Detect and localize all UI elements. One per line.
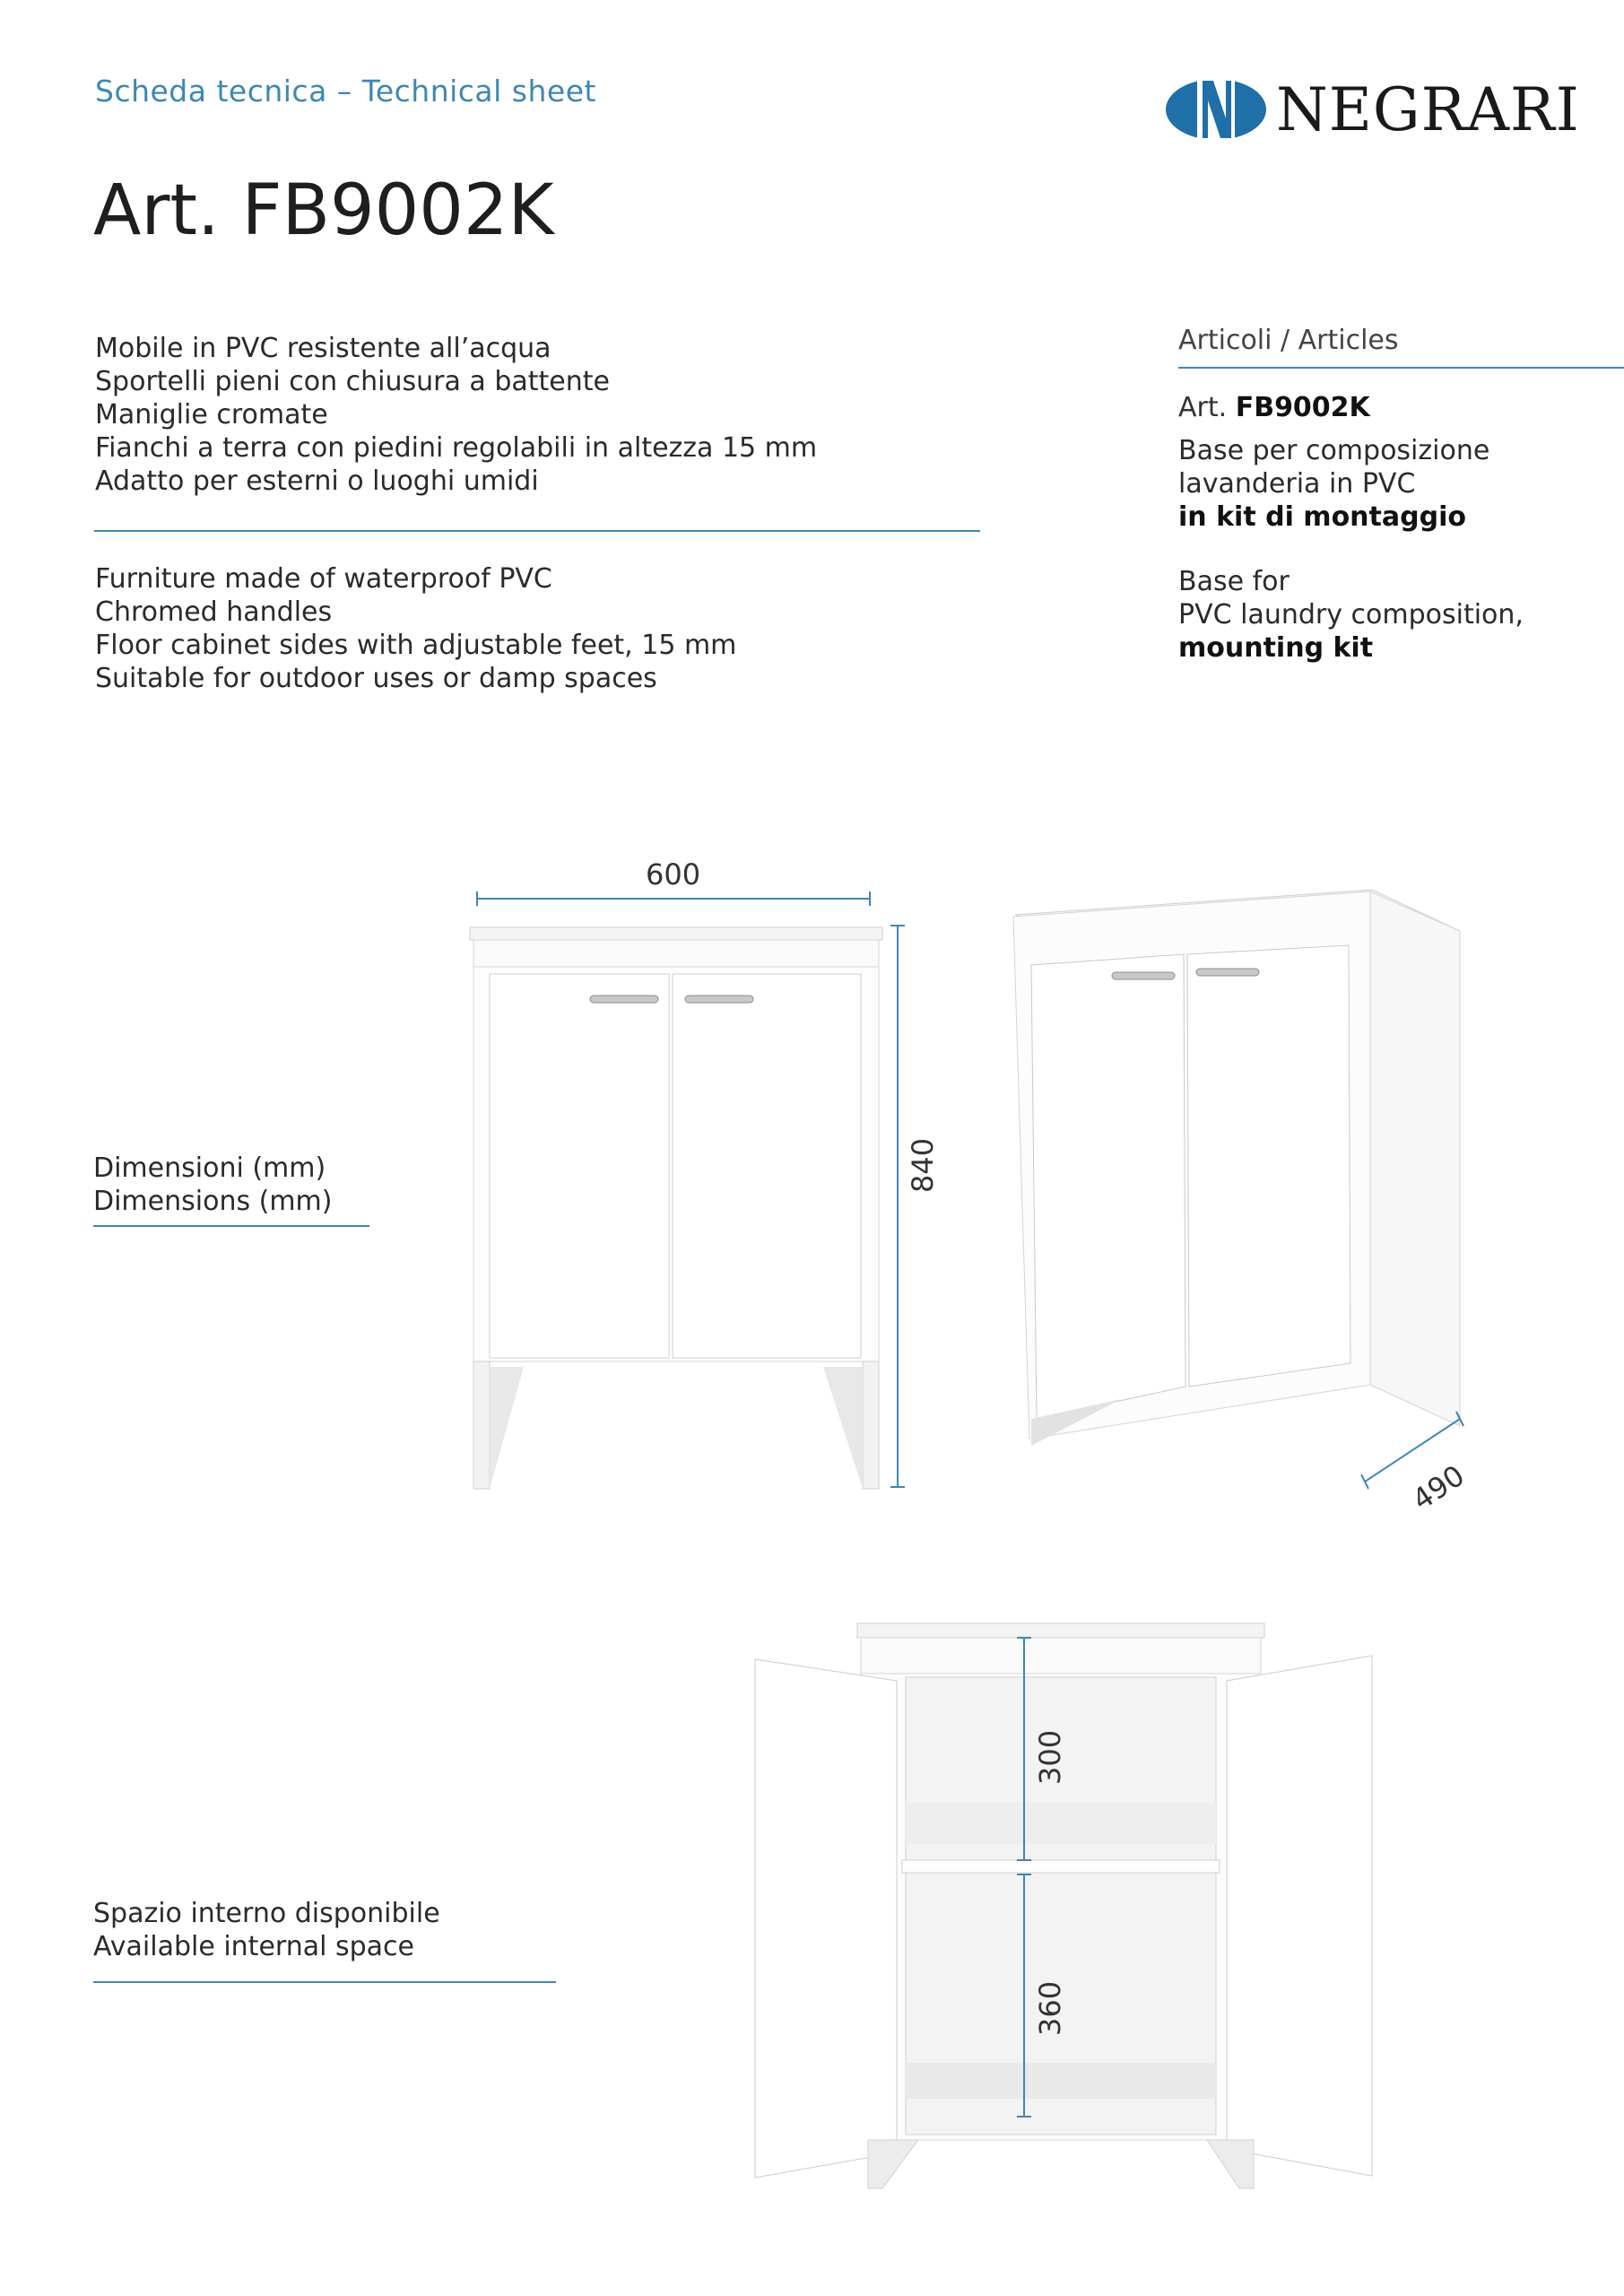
description-en [95, 562, 736, 695]
articles-divider [1178, 367, 1624, 369]
dimensions-label-it: Dimensioni (mm) [93, 1152, 326, 1184]
article-desc-line: lavanderia in PVC [1178, 468, 1416, 500]
lower-space-dimension: 360 [1033, 1980, 1067, 2036]
page-title: Art. FB9002K [93, 170, 554, 251]
brand-logo [1164, 72, 1580, 144]
brand-name: NEGRARI [1276, 75, 1580, 144]
internal-space-label-it: Spazio interno disponibile [93, 1898, 440, 1929]
article-code-line [1178, 392, 1370, 423]
article-desc-bold: mounting kit [1178, 632, 1374, 664]
height-dimension: 840 [906, 1137, 940, 1193]
internal-space-label [93, 1897, 440, 1963]
width-dimension: 600 [646, 857, 701, 891]
cabinet-perspective-drawing [1004, 879, 1471, 1525]
negrari-logo-icon [1164, 72, 1272, 144]
description-en-line: Suitable for outdoor uses or damp spaces [95, 663, 657, 694]
dimensions-divider [93, 1225, 369, 1227]
description-it-line: Sportelli pieni con chiusura a battente [95, 366, 610, 397]
description-it-line: Adatto per esterni o luoghi umidi [95, 465, 539, 497]
description-en-line: Floor cabinet sides with adjustable feet, 15 mm [95, 630, 737, 661]
divider [94, 530, 980, 532]
articles-heading: Articoli / Articles [1178, 325, 1399, 356]
upper-space-dimension: 300 [1033, 1729, 1067, 1785]
description-it-line: Maniglie cromate [95, 399, 328, 430]
description-it [95, 332, 817, 498]
description-en-line: Furniture made of waterproof PVC [95, 563, 552, 595]
internal-space-label-en: Available internal space [93, 1931, 414, 1962]
description-it-line: Mobile in PVC resistente all’acqua [95, 333, 551, 364]
description-it-line: Fianchi a terra con piedini regolabili in altezza 15 mm [95, 432, 818, 464]
depth-dimension: 490 [1406, 1457, 1471, 1518]
internal-space-divider [93, 1981, 556, 1983]
article-desc-line: PVC laundry composition, [1178, 599, 1524, 631]
article-desc-line: Base per composizione [1178, 435, 1490, 466]
article-desc-line: Base for [1178, 566, 1290, 597]
dimensions-label-en: Dimensions (mm) [93, 1186, 333, 1217]
article-desc-bold: in kit di montaggio [1178, 501, 1466, 533]
description-en-line: Chromed handles [95, 596, 333, 628]
sheet-label: Scheda tecnica – Technical sheet [95, 74, 596, 109]
dimensions-label [93, 1152, 332, 1218]
cabinet-front-drawing [457, 843, 924, 1507]
article-desc-it [1178, 434, 1489, 534]
article-code: FB9002K [1235, 392, 1370, 423]
article-desc-en [1178, 565, 1524, 665]
cabinet-open-drawing [750, 1614, 1377, 2206]
article-prefix: Art. [1178, 392, 1228, 423]
